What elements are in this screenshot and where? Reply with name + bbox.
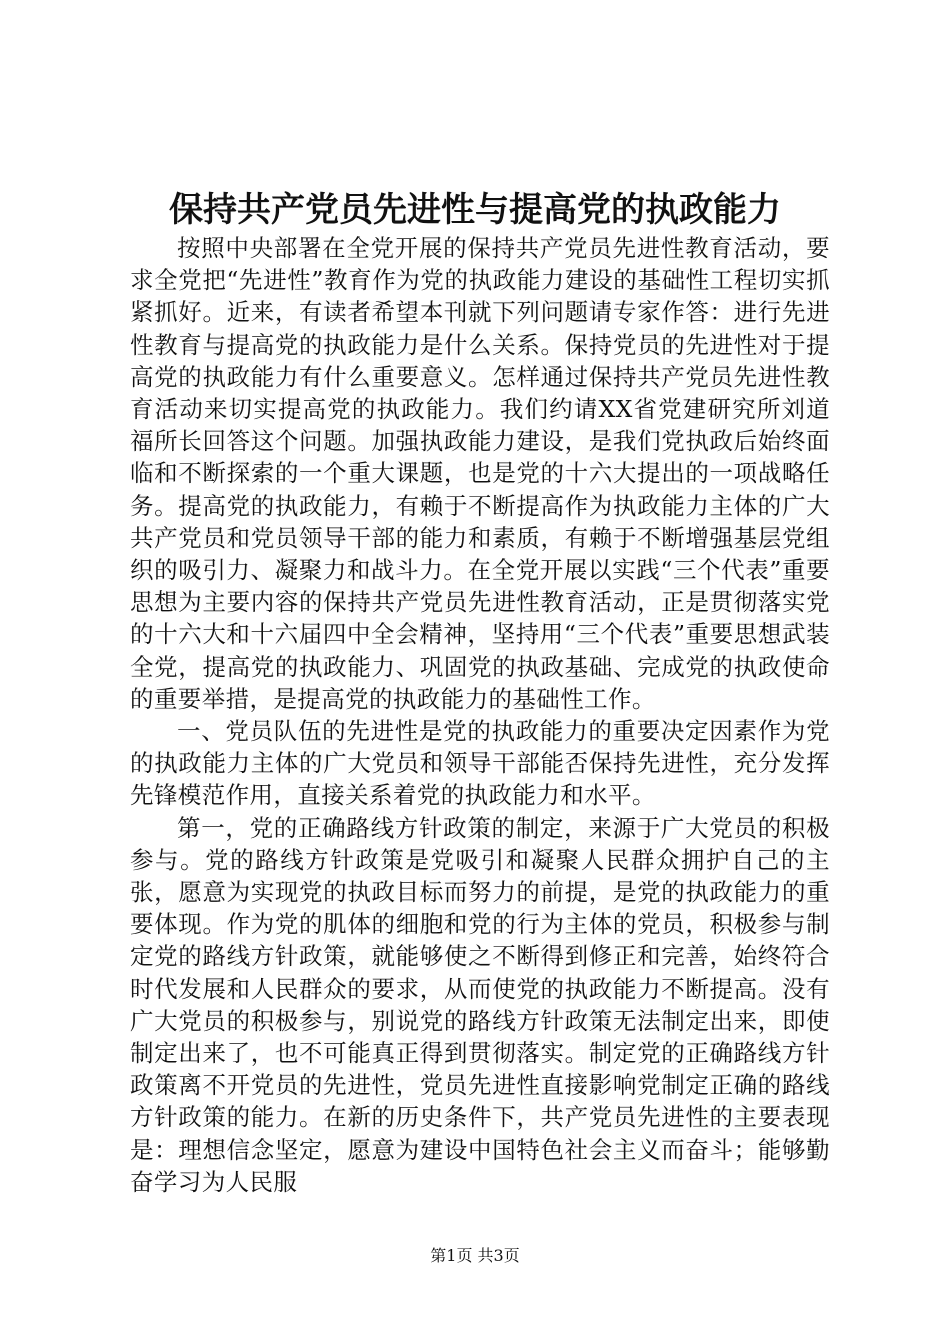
page-footer: 第1页 共3页 (430, 1246, 520, 1265)
document-title: 保持共产党员先进性与提高党的执政能力 (169, 190, 781, 230)
paragraph-section-one: 一、党员队伍的先进性是党的执政能力的重要决定因素作为党的执政能力主体的广大党员和领导干部能否保持先进性，充分发挥先锋模范作用，直接关系着党的执政能力和水平。 (130, 717, 830, 810)
document-body (130, 232, 830, 1198)
paragraph-first-point: 第一，党的正确路线方针政策的制定，来源于广大党员的积极参与。党的路线方针政策是党吸引和凝聚人民群众拥护自己的主张，愿意为实现党的执政目标而努力的前提，是党的执政能力的重要体现。作为党的肌体的细胞和党的行为主体的党员，积极参与制定党的路线方针政策，就能够使之不断得到修正和完善，始终符合时代发展和人民群众的要求，从而使党的执政能力不断提高。没有广大党员的积极参与，别说党的路线方针政策无法制定出来，即使制定出来了，也不可能真正得到贯彻落实。制定党的正确路线方针政策离不开党员的先进性，党员先进性直接影响党制定正确的路线方针政策的能力。在新的历史条件下，共产党员先进性的主要表现是：理想信念坚定，愿意为建设中国特色社会主义而奋斗；能够勤奋学习为人民服 (130, 813, 830, 1196)
paragraph-intro: 按照中央部署在全党开展的保持共产党员先进性教育活动，要求全党把“先进性”教育作为党的执政能力建设的基础性工程切实抓紧抓好。近来，有读者希望本刊就下列问题请专家作答：进行先进性教育与提高党的执政能力是什么关系。保持党员的先进性对于提高党的执政能力有什么重要意义。怎样通过保持共产党员先进性教育活动来切实提高党的执政能力。我们约请XX省党建研究所刘道福所长回答这个问题。加强执政能力建设，是我们党执政后始终面临和不断探索的一个重大课题，也是党的十六大提出的一项战略任务。提高党的执政能力，有赖于不断提高作为执政能力主体的广大共产党员和党员领导干部的能力和素质，有赖于不断增强基层党组织的吸引力、凝聚力和战斗力。在全党开展以实践“三个代表”重要思想为主要内容的保持共产党员先进性教育活动，正是贯彻落实党的十六大和十六届四中全会精神，坚持用“三个代表”重要思想武装全党，提高党的执政能力、巩固党的执政基础、完成党的执政使命的重要举措，是提高党的执政能力的基础性工作。 (130, 234, 830, 713)
